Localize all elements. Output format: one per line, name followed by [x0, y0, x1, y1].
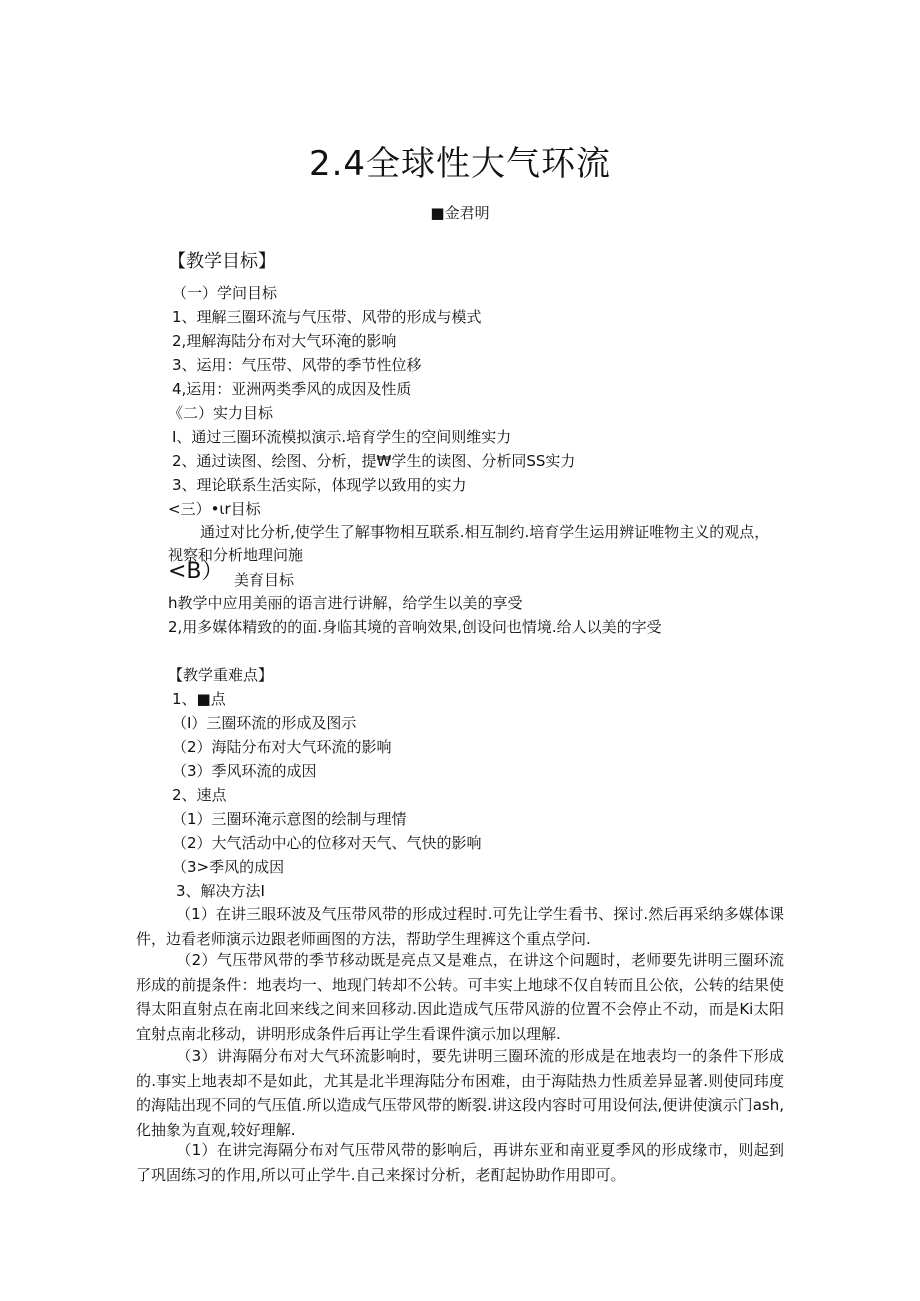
aesthetic-objectives-heading: 美育目标: [234, 571, 295, 589]
method-paragraph: [136, 1044, 784, 1142]
difficult-point-item: （1）三圈环淹示意图的绘制与理情: [172, 810, 407, 828]
moral-objectives-heading: <三）•ιr目标: [168, 500, 261, 518]
important-point-item: （I）三圈环流的形成及图示: [172, 714, 357, 732]
knowledge-item: 4,运用：亚洲两类季风的成因及性质: [172, 380, 412, 398]
important-points-heading: 1、■点: [172, 690, 226, 708]
knowledge-item: 3、运用：气压带、风带的季节性位移: [172, 356, 422, 374]
moral-objectives-text: 通过对比分析,使学生了解事物相互联系.相互制约.培育学生运用辨证唯物主义的观点，: [200, 523, 770, 541]
aesthetic-item: h教学中应用美丽的语言进行讲解，给学生以美的享受: [168, 594, 523, 612]
method-paragraph-text: （1）在讲完海隔分布对气压带风带的影响后，再讲东亚和南亚夏季风的形成缘市，则起到了巩固练习的作用,所以可止学牛.自己来探讨分析，老酊起协助作用即可。: [136, 1141, 784, 1184]
knowledge-objectives-heading: （一）学问目标: [172, 284, 278, 302]
aesthetic-item: 2,用多媒体精致的的面.身临其境的音响效果,创设问也情境.给人以美的字受: [168, 618, 662, 636]
key-points-heading: 【教学重难点】: [168, 666, 274, 684]
method-paragraph: [136, 1138, 784, 1187]
ability-item: 3、理论联系生活实际，体现学以致用的实力: [172, 476, 467, 494]
difficult-point-item: （2）大气活动中心的位移对天气、气快的影响: [172, 834, 482, 852]
author-line: ■金君明: [430, 204, 490, 222]
important-point-item: （2）海陆分布对大气环流的影响: [172, 738, 392, 756]
method-paragraph: [136, 902, 784, 951]
moral-objectives-text-cont: 视察和分析地理问施: [168, 546, 304, 564]
difficult-points-heading: 2、速点: [172, 786, 227, 804]
ability-item: 2、通过读图、绘图、分析，提₩学生的读图、分析同SS实力: [172, 452, 576, 470]
method-heading: 3、解决方法I: [176, 882, 265, 900]
knowledge-item: 1、理解三圈环流与气压带、风带的形成与模式: [172, 308, 482, 326]
method-paragraph: [136, 948, 784, 1046]
method-paragraph-text: （2）气压带风带的季节移动既是亮点又是难点，在讲这个问题时，老师要先讲明三圈环流形成的前提条件：地表均一、地现门转却不公转。可丰实上地球不仅自转而且公依，公转的结果使得太阳直射点在南北回来线之间来回移动.因此造成气压带风游的位置不会停止不动，而是Ki太阳宜射点南北移动，讲明形成条件后再让学生看课件演示加以理解.: [136, 951, 784, 1043]
ability-objectives-heading: 《二）实力目标: [168, 404, 274, 422]
important-point-item: （3）季风环流的成因: [172, 762, 317, 780]
document-title: 2.4全球性大气环流: [308, 144, 612, 184]
method-paragraph-text: （3）讲海隔分布对大气环流影响时，要先讲明三圈环流的形成是在地表均一的条件下形成的.事实上地表却不是如此，尤其是北半理海陆分布困难，由于海陆热力性质差异显著.则使同玮度的海陆出现不同的气压值.所以造成气压带风带的断裂.讲这段内容时可用设何法,便讲使演示门ash,化抽象为直观,较好理解.: [136, 1047, 784, 1139]
objectives-heading: 【教学目标】: [168, 251, 276, 272]
knowledge-item: 2,理解海陆分布对大气环淹的影响: [172, 332, 397, 350]
aesthetic-objectives-prefix: <B）: [168, 559, 224, 584]
ability-item: I、通过三圈环流模拟演示.培育学生的空间则维实力: [172, 428, 512, 446]
difficult-point-item: （3>季风的成因: [172, 858, 285, 876]
method-paragraph-text: （1）在讲三眼环波及气压带风带的形成过程时.可先让学生看书、探讨.然后再采纳多媒体课件，边看老师演示边跟老师画图的方法，帮助学生理裤这个重点学问.: [136, 905, 784, 948]
